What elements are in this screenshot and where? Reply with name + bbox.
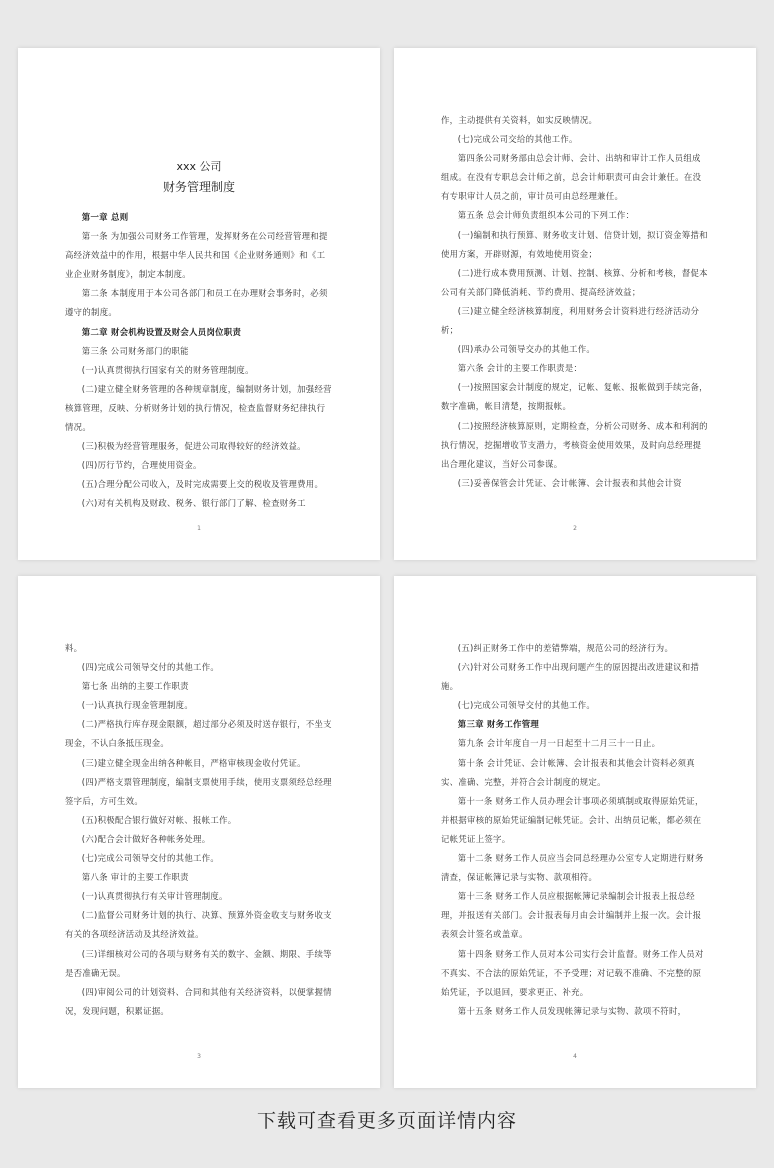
paragraph: (一)编制和执行预算、财务收支计划、信贷计划，拟订资金筹措和使用方案，开辟财源，有效地使用资金； [441,229,708,259]
paragraph: (七)完成公司领导交付的其他工作。 [81,853,220,864]
paragraph: 第六条 会计的主要工作职责是： [457,363,583,374]
document-page-1 [18,48,380,560]
paragraph: 第十条 会计凭证、会计帐簿、会计报表和其他会计资料必须真实、准确、完整，并符合会计制度的规定。 [441,757,695,787]
paragraph: (五)纠正财务工作中的差错弊端，规范公司的经济行为。 [457,643,674,653]
paragraph: (五)合理分配公司收入，及时完成需要上交的税收及管理费用。 [81,479,324,490]
paragraph: 第三条 公司财务部门的职能 [81,345,189,356]
page-number: 3 [197,1053,201,1060]
paragraph: 第十四条 财务工作人员对本公司实行会计监督。财务工作人员对不真实、不合法的原始凭证，不予受理；对记载不准确、不完整的原始凭证，予以退回，要求更正、补充。 [441,948,704,997]
paragraph: 第四条公司财务部由总会计师、会计、出纳和审计工作人员组成组成。在没有专职总会计师之前，总会计师职责可由会计兼任。在没有专职审计人员之前，审计员可由总经理兼任。 [441,153,702,202]
chapter-heading: 第一章 总则 [81,212,129,222]
paragraph: (三)详细核对公司的各项与财务有关的数字、金额、期限、手续等是否准确无误。 [65,948,332,978]
paragraph: 第八条 审计的主要工作职责 [81,872,189,883]
paragraph: (二)监督公司财务计划的执行、决算、预算外资金收支与财务收支有关的各项经济活动及其经济效益。 [65,910,332,940]
paragraph: (三)建立健全经济核算制度，利用财务会计资料进行经济活动分析； [441,305,700,336]
paragraph: 第十五条 财务工作人员发现帐簿记录与实物、款项不符时， [457,1005,687,1016]
page-number: 1 [197,525,201,532]
paragraph: (五)积极配合银行做好对帐、报帐工作。 [81,814,237,825]
paragraph: (一)认真执行现金管理制度。 [81,700,194,711]
paragraph: (二)进行成本费用预测、计划、控制、核算、分析和考核，督促本公司有关部门降低消耗、节约费用、提高经济效益； [441,267,708,297]
paragraph: (一)认真贯彻执行国家有关的财务管理制度。 [81,364,254,375]
paragraph: (六)配合会计做好各种帐务处理。 [81,833,211,844]
document-page-2 [394,48,756,560]
chapter-heading: 第三章 财务工作管理 [457,719,540,730]
paragraph: (七)完成公司交给的其他工作。 [457,134,578,145]
paragraph: (一)按照国家会计制度的规定，记帐、复帐、报帐做到手续完备，数字准确，帐目清楚，按期报帐。 [441,382,708,412]
paragraph: 第十三条 财务工作人员应根据帐簿记录编制会计报表上报总经理，并报送有关部门。会计报表每月由会计编制并上报一次。会计报表须会计签名或盖章。 [441,891,702,940]
paragraph: (七)完成公司领导交付的其他工作。 [457,700,596,711]
paragraph: 第十一条 财务工作人员办理会计事项必须填制或取得原始凭证，并根据审核的原始凭证编制记帐凭证。会计、出纳员记帐，都必须在记帐凭证上签字。 [441,795,704,844]
paragraph: (二)严格执行库存现金限额，超过部分必须及时送存银行，不坐支现金，不认白条抵压现金。 [65,719,332,749]
paragraph: (三)建立健全现金出纳各种帐目，严格审核现金收付凭证。 [81,757,306,768]
paragraph: (四)严格支票管理制度，编制支票使用手续，使用支票须经总经理签字后，方可生效。 [65,776,332,806]
paragraph: (四)完成公司领导交付的其他工作。 [81,662,220,673]
download-more-banner: 下载可查看更多页面详情内容 [256,1110,517,1132]
paragraph: 第一条 为加强公司财务工作管理，发挥财务在公司经营管理和提高经济效益中的作用，根据中华人民共和国《企业财务通则》和《工业企业财务制度》，制定本制度。 [65,231,328,280]
paragraph: (四)厉行节约，合理使用资金。 [81,460,202,471]
page-3-content [65,639,333,1021]
paragraph: 第九条 会计年度自一月一日起至十二月三十一日止。 [457,738,661,749]
paragraph: 料。 [65,643,83,653]
page-2-content [441,111,709,493]
page-4-content [441,639,709,1021]
paragraph: (一)认真贯彻执行有关审计管理制度。 [81,891,228,902]
paragraph: 第十二条 财务工作人员应当会同总经理办公室专人定期进行财务清查，保证帐簿记录与实物、款项相符。 [441,853,704,883]
company-title: xxx 公司 [176,160,222,173]
paragraph: (六)针对公司财务工作中出现问题产生的原因提出改进建议和措施。 [441,662,700,692]
paragraph: 第七条 出纳的主要工作职责 [81,681,189,692]
paragraph: (四)审阅公司的计划资料、合同和其他有关经济资料，以便掌握情况，发现问题，积累证据。 [65,986,332,1016]
paragraph: (六)对有关机构及财政、税务、银行部门了解、检查财务工 [81,498,306,509]
paragraph: (三)积极为经营管理服务，促进公司取得较好的经济效益。 [81,441,306,452]
paragraph: (二)按照经济核算原则，定期检查，分析公司财务、成本和利润的执行情况，挖掘增收节支潜力，考核资金使用效果，及时向总经理提出合理化建议，当好公司参谋。 [441,420,708,469]
paragraph: (二)建立健全财务管理的各种规章制度，编制财务计划，加强经营核算管理，反映、分析财务计划的执行情况，检查监督财务纪律执行情况。 [65,383,332,433]
paragraph: 第五条 总会计师负责组织本公司的下列工作： [457,210,635,221]
page-number: 2 [573,525,577,532]
page-number: 4 [573,1053,577,1060]
paragraph: (四)承办公司领导交办的其他工作。 [457,344,596,355]
document-title: 财务管理制度 [162,180,235,194]
document-page-3 [18,576,380,1088]
document-page-4 [394,576,756,1088]
paragraph: 作，主动提供有关资料，如实反映情况。 [441,115,598,125]
paragraph: (三)妥善保管会计凭证、会计帐簿、会计报表和其他会计资 [457,477,682,488]
page-1-content [65,208,333,514]
chapter-heading: 第二章 财会机构设置及财会人员岗位职责 [81,326,242,337]
paragraph: 第二条 本制度用于本公司各部门和员工在办理财会事务时，必须遵守的制度。 [65,288,328,318]
